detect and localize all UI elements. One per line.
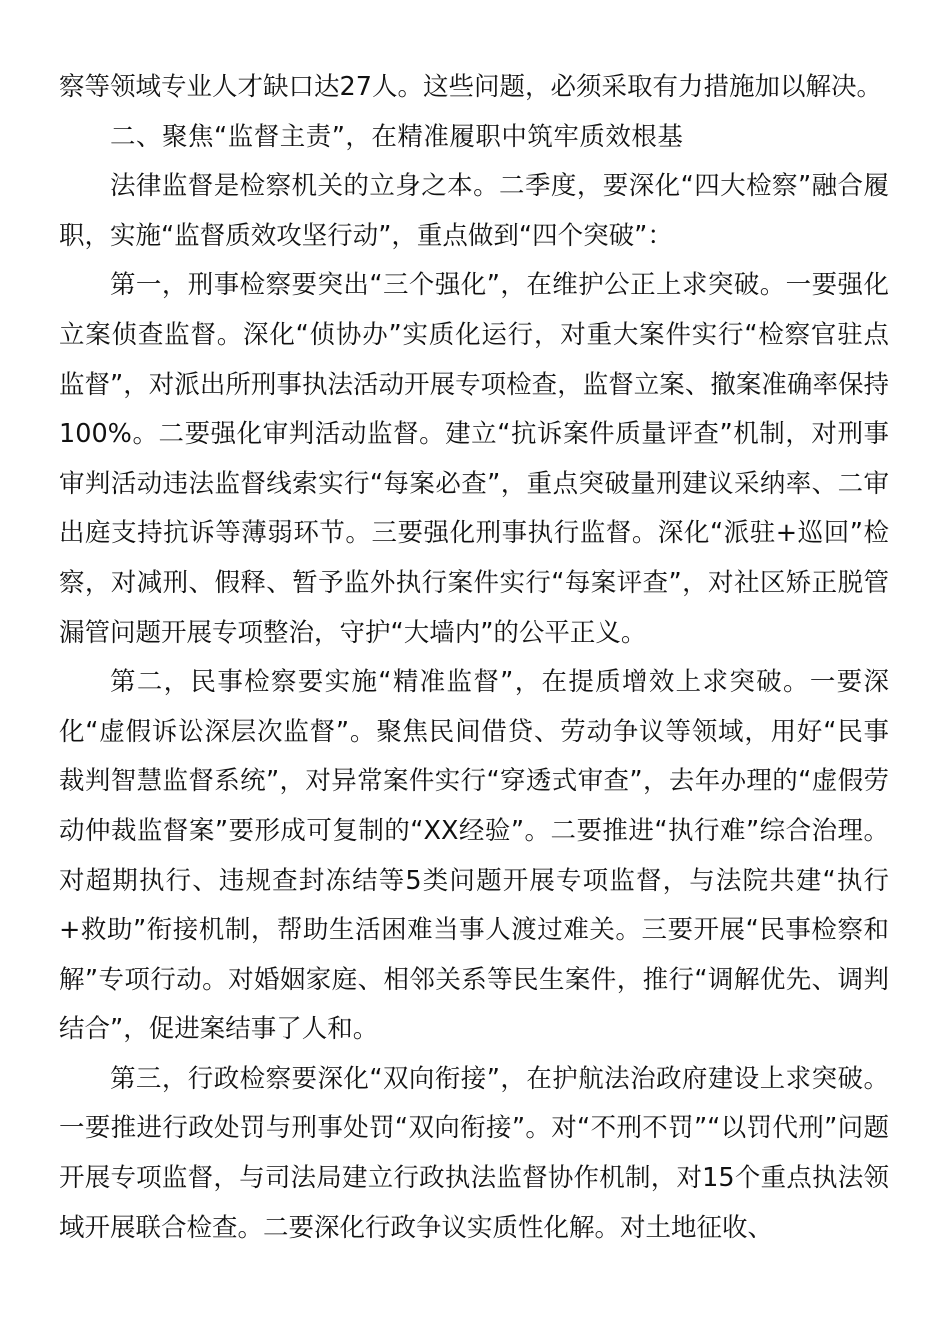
section-heading: 二、聚焦“监督主责”，在精准履职中筑牢质效根基 — [110, 121, 684, 152]
paragraph-civil: 第二，民事检察要实施“精准监督”，在提质增效上求突破。一要深化“虚假诉讼深层次监督”。聚焦民间借贷、劳动争议等领域，用好“民事裁判智慧监督系统”，对异常案件实行“穿透式审查”，去年办理的“虚假劳动仲裁监督案”要形成可复制的“XX经验”。二要推进“执行难”综合治理。对超期执行、违规查封冻结等5类问题开展专项监督，与法院共建“执行+救助”衔接机制，帮助生活困难当事人渡过难关。三要开展“民事检察和解”专项行动。对婚姻家庭、相邻关系等民生案件，推行“调解优先、调判结合”，促进案结事了人和。 — [59, 667, 889, 1045]
paragraph-continuation: 察等领域专业人才缺口达27人。这些问题，必须采取有力措施加以解决。 — [59, 72, 882, 102]
paragraph-criminal: 第一，刑事检察要突出“三个强化”，在维护公正上求突破。一要强化立案侦查监督。深化“侦协办”实质化运行，对重大案件实行“检察官驻点监督”，对派出所刑事执法活动开展专项检查，监督立案、撤案准确率保持100%。二要强化审判活动监督。建立“抗诉案件质量评查”机制，对刑事审判活动违法监督线索实行“每案必查”，重点突破量刑建议采纳率、二审出庭支持抗诉等薄弱环节。三要强化刑事执行监督。深化“派驻+巡回”检察，对减刑、假释、暂予监外执行案件实行“每案评查”，对社区矫正脱管漏管问题开展专项整治，守护“大墙内”的公平正义。 — [59, 270, 889, 648]
document-body — [59, 63, 889, 1253]
paragraph-intro: 法律监督是检察机关的立身之本。二季度，要深化“四大检察”融合履职，实施“监督质效攻坚行动”，重点做到“四个突破”： — [59, 171, 889, 251]
paragraph-administrative: 第三，行政检察要深化“双向衔接”，在护航法治政府建设上求突破。一要推进行政处罚与刑事处罚“双向衔接”。对“不刑不罚”“以罚代刑”问题开展专项监督，与司法局建立行政执法监督协作机制，对15个重点执法领域开展联合检查。二要深化行政争议实质性化解。对土地征收、 — [59, 1063, 889, 1243]
